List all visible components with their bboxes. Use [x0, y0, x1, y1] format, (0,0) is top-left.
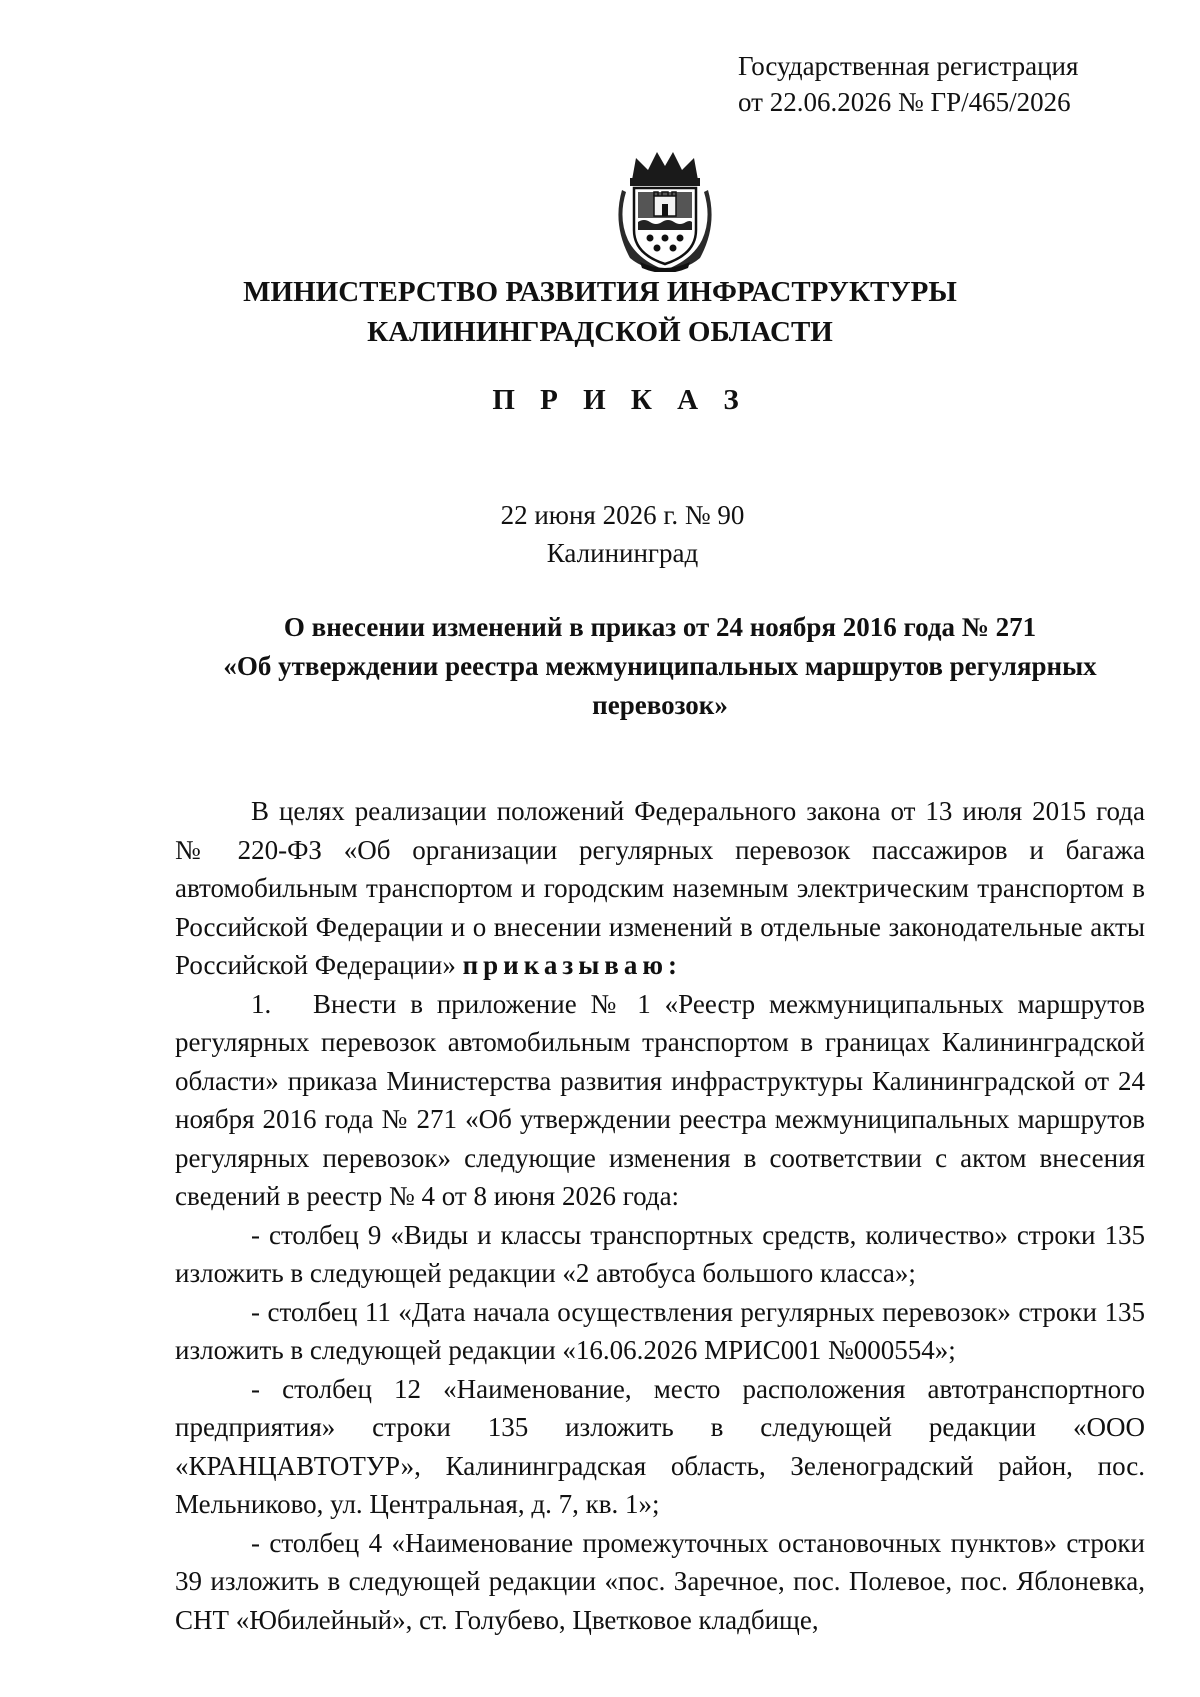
document-title: [180, 608, 1140, 725]
registration-line-2: от 22.06.2026 № ГР/465/2026: [738, 87, 1071, 117]
preamble-paragraph: [175, 792, 1145, 985]
coat-of-arms-icon: [610, 150, 720, 272]
document-type: П Р И К А З: [492, 384, 748, 416]
change-paragraph: - столбец 12 «Наименование, место расположения автотранспортного предприятия» строки 135 изложить в следующей редакции «ООО «КРАНЦАВТОТУР», Калининградская область, Зеленоградский район, пос. Мельниково, ул. Центральная, д. 7, кв. 1»;: [175, 1373, 1145, 1519]
document-body: [175, 792, 1145, 1639]
preamble-text: В целях реализации положений Федерального закона от 13 июля 2015 года № 220-ФЗ «Об организации регулярных перевозок пассажиров и багажа автомобильным транспортом и городским наземным электрическим транспортом в Российской Федерации и о внесении изменений в отдельные законодательные акты Российской Федерации»: [175, 796, 1145, 980]
change-paragraph: - столбец 11 «Дата начала осуществления регулярных перевозок» строки 135 изложить в следующей редакции «16.06.2026 МРИС001 №000554»;: [175, 1296, 1145, 1365]
title-line-2: «Об утверждении реестра межмуниципальных маршрутов регулярных: [223, 651, 1097, 681]
registration-line-1: Государственная регистрация: [738, 51, 1079, 81]
registration-stamp: [738, 48, 1078, 120]
item-1-number: 1.: [251, 988, 272, 1019]
title-line-1: О внесении изменений в приказ от 24 ноября 2016 года № 271: [283, 612, 1037, 642]
order-date-number: 22 июня 2026 г. № 90: [500, 500, 745, 530]
ministry-line-1: МИНИСТЕРСТВО РАЗВИТИЯ ИНФРАСТРУКТУРЫ: [243, 276, 957, 308]
item-1-text: Внести в приложение № 1 «Реестр межмуниципальных маршрутов регулярных перевозок автомобильным транспортом в границах Калининградской области» приказа Министерства развития инфраструктуры Калининградской от 24 ноября 2016 года № 271 «Об утверждении реестра межмуниципальных маршрутов регулярных перевозок» следующие изменения в соответствии с актом внесения сведений в реестр № 4 от 8 июня 2026 года:: [175, 988, 1145, 1211]
title-line-3: перевозок»: [592, 690, 728, 720]
city-name: Калининград: [546, 538, 699, 568]
change-paragraph: - столбец 4 «Наименование промежуточных остановочных пунктов» строки 39 изложить в следующей редакции «пос. Заречное, пос. Полевое, пос. Яблоневка, СНТ «Юбилейный», ст. Голубево, Цветковое кладбище,: [175, 1527, 1145, 1635]
change-paragraph: - столбец 9 «Виды и классы транспортных средств, количество» строки 135 изложить в следующей редакции «2 автобуса большого класса»;: [175, 1219, 1145, 1288]
date-and-place: [0, 496, 1200, 572]
item-1-paragraph: [175, 985, 1145, 1216]
ministry-line-2: КАЛИНИНГРАДСКОЙ ОБЛАСТИ: [367, 316, 833, 348]
decree-word: приказываю:: [462, 950, 682, 980]
ministry-name: [0, 272, 1200, 352]
